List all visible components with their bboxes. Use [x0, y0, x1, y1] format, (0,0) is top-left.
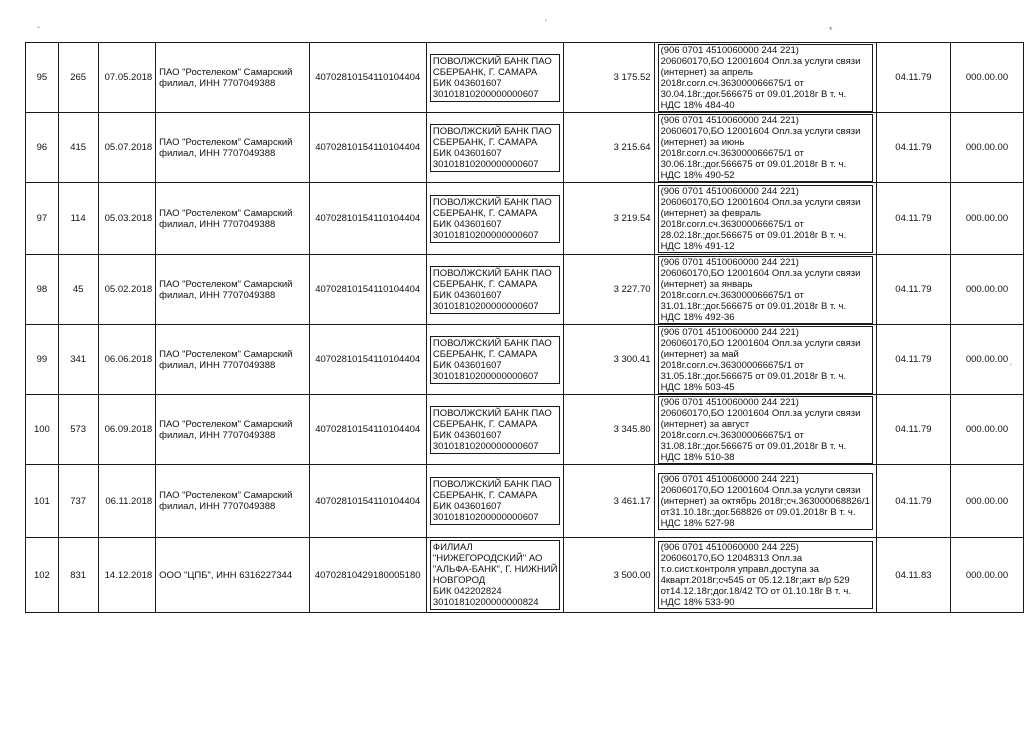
payee-bank — [426, 255, 564, 325]
payee-bank — [426, 465, 564, 538]
budget-code: 04.11.79 — [876, 43, 950, 113]
payment-purpose-line: 31.08.18г.;дог.566675 от 09.01.2018г В т. ч. — [660, 440, 847, 452]
payment-date: 07.05.2018 — [98, 43, 156, 113]
row-number: 101 — [26, 465, 59, 538]
document-number: 341 — [58, 325, 98, 395]
table-row — [26, 325, 1024, 395]
payee-bank-line: СБЕРБАНК, Г. САМАРА — [432, 136, 538, 148]
row-number: 96 — [26, 113, 59, 183]
payment-purpose-line: т.о.сист.контроля управл.доступа за — [660, 564, 819, 575]
payee-bank — [426, 395, 564, 465]
payment-purpose-box — [658, 44, 873, 112]
payment-purpose-line: (906 0701 4510060000 244 221) — [660, 473, 799, 485]
table-row — [26, 255, 1024, 325]
payee-account: 40702810154110104404 — [309, 255, 426, 325]
payment-purpose — [654, 43, 876, 113]
row-number: 97 — [26, 183, 59, 255]
payment-purpose-line: 206060170,БО 12001604 Опл.за услуги связи — [660, 267, 861, 279]
payee-bank-box — [430, 54, 561, 102]
budget-code: 04.11.83 — [876, 538, 950, 613]
payment-purpose-line: (интернет) за октябрь 2018г;сч.363000068826/1 — [660, 495, 870, 507]
payment-purpose-line: (интернет) за июнь — [660, 136, 745, 148]
payee-account: 40702810154110104404 — [309, 183, 426, 255]
payment-purpose-line: НДС 18% 484-40 — [660, 99, 735, 111]
payment-purpose-line: НДС 18% 533-90 — [660, 597, 735, 608]
document-number: 45 — [58, 255, 98, 325]
zero-code: 000.00.00 — [950, 43, 1023, 113]
payment-purpose-box — [658, 114, 873, 182]
payment-purpose-line: 2018г.согл.сч.363000066675/1 от — [660, 77, 804, 89]
payee-bank-line: ПОВОЛЖСКИЙ БАНК ПАО — [432, 407, 552, 419]
payee-bank-line: 30101810200000000607 — [432, 229, 539, 241]
payee-name-line: филиал, ИНН 7707049388 — [159, 359, 276, 371]
payee-bank-box — [430, 195, 561, 243]
payee-bank-line: БИК 043601607 — [432, 429, 502, 441]
table-row — [26, 183, 1024, 255]
payee-name — [156, 395, 309, 465]
zero-code: 000.00.00 — [950, 395, 1023, 465]
payment-purpose-line: (906 0701 4510060000 244 221) — [660, 114, 799, 126]
payee-account: 40702810154110104404 — [309, 113, 426, 183]
payee-bank — [426, 113, 564, 183]
payments-register-table — [25, 42, 1024, 613]
payment-purpose-line: НДС 18% 492-36 — [660, 311, 735, 323]
payee-bank-line: СБЕРБАНК, Г. САМАРА — [432, 207, 538, 219]
payment-amount: 3 461.17 — [564, 465, 654, 538]
budget-code: 04.11.79 — [876, 255, 950, 325]
payee-bank — [426, 538, 564, 613]
payee-bank-line: 30101810200000000607 — [432, 300, 539, 312]
payee-account: 40702810429180005180 — [309, 538, 426, 613]
payee-bank-box — [430, 477, 561, 525]
document-number: 573 — [58, 395, 98, 465]
payee-bank-line: СБЕРБАНК, Г. САМАРА — [432, 490, 538, 501]
row-number: 102 — [26, 538, 59, 613]
payee-bank-line: 30101810200000000607 — [432, 370, 539, 382]
payment-purpose-box — [658, 473, 873, 530]
payment-purpose-line: (906 0701 4510060000 244 221) — [660, 185, 799, 197]
row-number: 98 — [26, 255, 59, 325]
payee-bank-box — [430, 336, 561, 384]
payment-purpose — [654, 113, 876, 183]
payee-name-line: ПАО "Ростелеком" Самарский — [159, 490, 293, 501]
payment-purpose-line: 206060170,БО 12001604 Опл.за услуги связи — [660, 484, 861, 496]
payment-purpose — [654, 538, 876, 613]
payment-date: 14.12.2018 — [98, 538, 156, 613]
payment-purpose — [654, 465, 876, 538]
document-number: 737 — [58, 465, 98, 538]
scan-speck: ' — [1010, 362, 1012, 372]
payment-purpose-line: 206060170,БО 12001604 Опл.за услуги связи — [660, 407, 861, 419]
budget-code: 04.11.79 — [876, 325, 950, 395]
payee-bank-box — [430, 266, 561, 314]
payment-purpose-line: 2018г.согл.сч.363000066675/1 от — [660, 359, 804, 371]
payment-purpose-box — [658, 541, 873, 609]
payee-name-line: филиал, ИНН 7707049388 — [159, 218, 276, 230]
payment-purpose-line: (906 0701 4510060000 244 221) — [660, 326, 799, 338]
payment-purpose-box — [658, 256, 873, 324]
payment-date: 06.09.2018 — [98, 395, 156, 465]
payment-date: 05.07.2018 — [98, 113, 156, 183]
payee-name — [156, 325, 309, 395]
payee-bank-line: "НИЖЕГОРОДСКИЙ" АО — [432, 553, 543, 564]
payment-purpose — [654, 255, 876, 325]
payee-name — [156, 538, 309, 613]
payment-purpose-box — [658, 326, 873, 394]
payee-bank-box — [430, 124, 561, 172]
payment-purpose-line: 206060170,БО 12001604 Опл.за услуги связи — [660, 337, 861, 349]
payment-date: 06.11.2018 — [98, 465, 156, 538]
payment-purpose-box — [658, 396, 873, 464]
payment-date: 05.03.2018 — [98, 183, 156, 255]
payee-account: 40702810154110104404 — [309, 465, 426, 538]
payee-name-line: ПАО "Ростелеком" Самарский — [159, 136, 293, 148]
payee-bank-line: 30101810200000000607 — [432, 158, 539, 170]
payment-amount: 3 219.54 — [564, 183, 654, 255]
payment-purpose-line: НДС 18% 490-52 — [660, 169, 735, 181]
payee-name-line: ПАО "Ростелеком" Самарский — [159, 66, 293, 78]
payment-purpose-box — [658, 185, 873, 253]
payment-purpose-line: (интернет) за апрель — [660, 66, 753, 78]
payee-name-line: ПАО "Ростелеком" Самарский — [159, 278, 293, 290]
scan-speck: ' — [545, 18, 547, 28]
payee-name-line: филиал, ИНН 7707049388 — [159, 429, 276, 441]
payee-bank-line: БИК 043601607 — [432, 359, 502, 371]
payee-bank-line: 30101810200000000607 — [432, 512, 539, 523]
payee-name-line: филиал, ИНН 7707049388 — [159, 77, 276, 89]
payment-purpose-line: 4кварт.2018г;сч545 от 05.12.18г;акт в/р 529 — [660, 575, 850, 586]
scan-speck: - — [37, 22, 40, 32]
payee-bank-line: СБЕРБАНК, Г. САМАРА — [432, 66, 538, 78]
payee-name — [156, 465, 309, 538]
payee-bank-line: СБЕРБАНК, Г. САМАРА — [432, 348, 538, 360]
payment-amount: 3 175.52 — [564, 43, 654, 113]
payment-purpose — [654, 395, 876, 465]
payee-bank-line: 30101810200000000824 — [432, 597, 539, 608]
payee-bank-line: БИК 042202824 — [432, 586, 502, 597]
payment-date: 05.02.2018 — [98, 255, 156, 325]
payment-purpose-line: 206060170,БО 12001604 Опл.за услуги связи — [660, 196, 861, 208]
payment-purpose-line: (интернет) за август — [660, 418, 750, 430]
payee-account: 40702810154110104404 — [309, 395, 426, 465]
payee-name-line: ПАО "Ростелеком" Самарский — [159, 418, 293, 430]
payee-bank-box — [430, 406, 561, 454]
payee-bank-line: "АЛЬФА-БАНК", Г. НИЖНИЙ — [432, 564, 558, 575]
payee-name-line: ПАО "Ростелеком" Самарский — [159, 207, 293, 219]
payment-purpose-line: 31.01.18г.;дог.566675 от 09.01.2018г В т. ч. — [660, 300, 847, 312]
payment-purpose-line: (интернет) за январь — [660, 278, 753, 290]
payee-name-line: ПАО "Ростелеком" Самарский — [159, 348, 293, 360]
payment-purpose — [654, 325, 876, 395]
payee-name — [156, 183, 309, 255]
payment-purpose-line: (906 0701 4510060000 244 221) — [660, 396, 799, 408]
zero-code: 000.00.00 — [950, 183, 1023, 255]
payment-amount: 3 215.64 — [564, 113, 654, 183]
payee-name-line: ООО "ЦПБ", ИНН 6316227344 — [159, 569, 293, 581]
payee-bank-line: ФИЛИАЛ — [432, 542, 473, 553]
table-row — [26, 465, 1024, 538]
payee-bank — [426, 43, 564, 113]
payment-purpose-line: 2018г.согл.сч.363000066675/1 от — [660, 429, 804, 441]
payment-purpose-line: от14.12.18г;дог.18/42 ТО от 01.10.18г В т. ч. — [660, 586, 851, 597]
row-number: 100 — [26, 395, 59, 465]
payment-purpose-line: НДС 18% 503-45 — [660, 381, 735, 393]
payment-purpose-line: (906 0701 4510060000 244 225) — [660, 542, 799, 553]
payee-bank-line: БИК 043601607 — [432, 289, 502, 301]
payment-purpose-line: 30.06.18г.;дог.566675 от 09.01.2018г В т. ч. — [660, 158, 847, 170]
payee-bank-line: ПОВОЛЖСКИЙ БАНК ПАО — [432, 196, 552, 208]
table-row — [26, 113, 1024, 183]
payee-name-line: филиал, ИНН 7707049388 — [159, 147, 276, 159]
payee-bank-line: 30101810200000000607 — [432, 440, 539, 452]
zero-code: 000.00.00 — [950, 325, 1023, 395]
document-number: 415 — [58, 113, 98, 183]
payee-name — [156, 113, 309, 183]
payee-bank-line: ПОВОЛЖСКИЙ БАНК ПАО — [432, 267, 552, 279]
document-number: 265 — [58, 43, 98, 113]
payment-purpose-line: 2018г.согл.сч.363000066675/1 от — [660, 289, 804, 301]
payment-purpose-line: НДС 18% 491-12 — [660, 240, 735, 252]
budget-code: 04.11.79 — [876, 465, 950, 538]
payee-bank-line: БИК 043601607 — [432, 501, 502, 512]
scan-speck: * — [829, 25, 833, 35]
payment-purpose-line: (интернет) за февраль — [660, 207, 761, 219]
budget-code: 04.11.79 — [876, 395, 950, 465]
payment-purpose-line: от31.10.18г.;дог.568826 от 09.01.2018г В т. ч. — [660, 506, 856, 518]
payment-purpose-line: 206060170,БО 12048313 Опл.за — [660, 553, 803, 564]
payee-bank-line: ПОВОЛЖСКИЙ БАНК ПАО — [432, 337, 552, 349]
payee-bank — [426, 325, 564, 395]
payee-bank — [426, 183, 564, 255]
payment-purpose-line: 2018г.согл.сч.363000066675/1 от — [660, 147, 804, 159]
row-number: 95 — [26, 43, 59, 113]
payment-purpose — [654, 183, 876, 255]
payment-amount: 3 227.70 — [564, 255, 654, 325]
payee-bank-line: НОВГОРОД — [432, 575, 486, 586]
payee-bank-line: БИК 043601607 — [432, 77, 502, 89]
payment-purpose-line: (906 0701 4510060000 244 221) — [660, 44, 799, 56]
payment-purpose-line: НДС 18% 527-98 — [660, 517, 735, 529]
payment-purpose-line: 206060170,БО 12001604 Опл.за услуги связи — [660, 125, 861, 137]
payment-purpose-line: (906 0701 4510060000 244 221) — [660, 256, 799, 268]
zero-code: 000.00.00 — [950, 113, 1023, 183]
payment-purpose-line: 28.02.18г.;дог.566675 от 09.01.2018г В т. ч. — [660, 229, 847, 241]
table-row — [26, 43, 1024, 113]
payment-purpose-line: НДС 18% 510-38 — [660, 451, 735, 463]
payee-name — [156, 255, 309, 325]
payment-purpose-line: 30.04.18г.;дог.566675 от 09.01.2018г В т. ч. — [660, 88, 847, 100]
payee-bank-line: БИК 043601607 — [432, 218, 502, 230]
payee-name — [156, 43, 309, 113]
payment-amount: 3 300.41 — [564, 325, 654, 395]
payee-name-line: филиал, ИНН 7707049388 — [159, 289, 276, 301]
payment-amount: 3 500.00 — [564, 538, 654, 613]
payee-bank-line: 30101810200000000607 — [432, 88, 539, 100]
payment-purpose-line: 206060170,БО 12001604 Опл.за услуги связи — [660, 55, 861, 67]
document-number: 114 — [58, 183, 98, 255]
payee-bank-line: ПОВОЛЖСКИЙ БАНК ПАО — [432, 125, 552, 137]
zero-code: 000.00.00 — [950, 465, 1023, 538]
zero-code: 000.00.00 — [950, 255, 1023, 325]
payee-name-line: филиал, ИНН 7707049388 — [159, 501, 276, 512]
zero-code: 000.00.00 — [950, 538, 1023, 613]
payee-bank-line: БИК 043601607 — [432, 147, 502, 159]
budget-code: 04.11.79 — [876, 183, 950, 255]
payment-amount: 3 345.80 — [564, 395, 654, 465]
payee-account: 40702810154110104404 — [309, 43, 426, 113]
payee-bank-line: СБЕРБАНК, Г. САМАРА — [432, 278, 538, 290]
document-number: 831 — [58, 538, 98, 613]
payee-bank-box — [430, 540, 561, 610]
table-row — [26, 538, 1024, 613]
payment-purpose-line: 31.05.18г.;дог.566675 от 09.01.2018г В т. ч. — [660, 370, 847, 382]
row-number: 99 — [26, 325, 59, 395]
payment-purpose-line: 2018г.согл.сч.363000066675/1 от — [660, 218, 804, 230]
payee-bank-line: СБЕРБАНК, Г. САМАРА — [432, 418, 538, 430]
payee-account: 40702810154110104404 — [309, 325, 426, 395]
payee-bank-line: ПОВОЛЖСКИЙ БАНК ПАО — [432, 479, 552, 490]
table-row — [26, 395, 1024, 465]
budget-code: 04.11.79 — [876, 113, 950, 183]
payment-date: 06.06.2018 — [98, 325, 156, 395]
payee-bank-line: ПОВОЛЖСКИЙ БАНК ПАО — [432, 55, 552, 67]
payment-purpose-line: (интернет) за май — [660, 348, 739, 360]
